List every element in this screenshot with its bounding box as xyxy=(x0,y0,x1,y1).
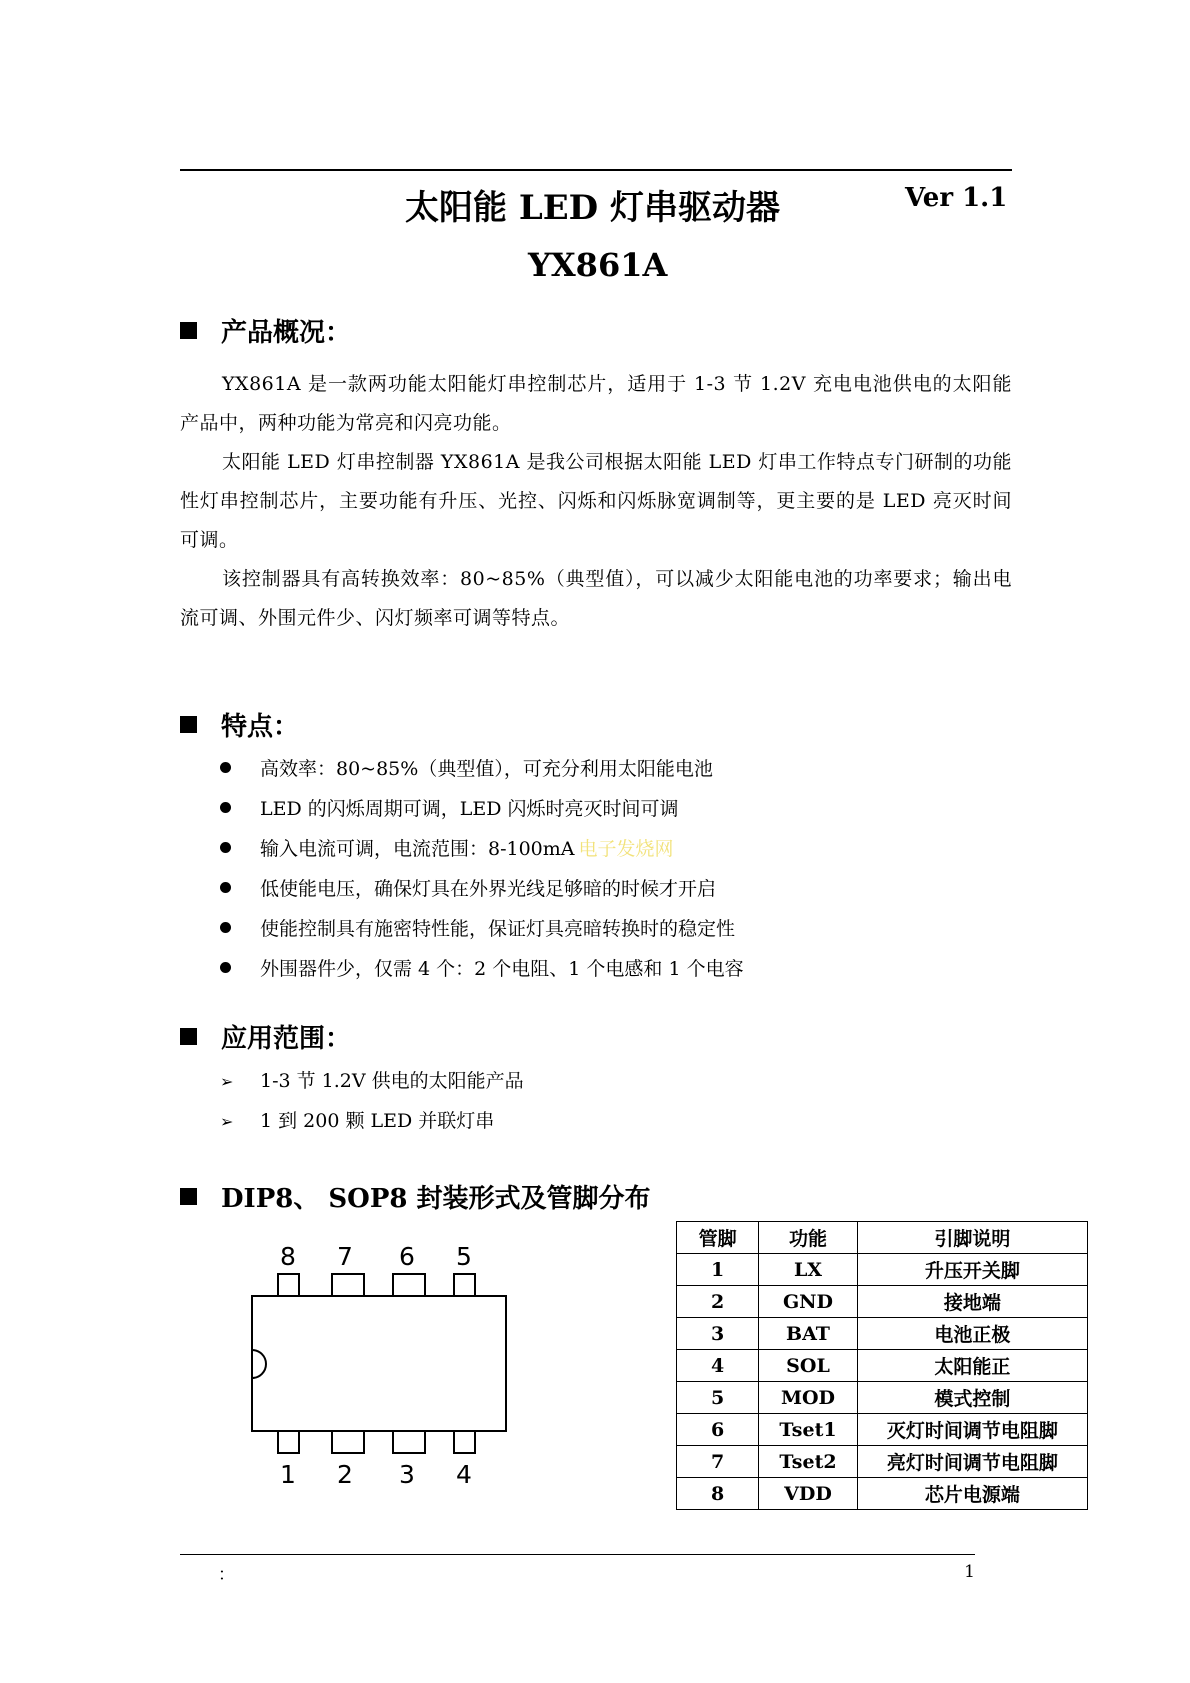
table-row xyxy=(677,1382,1088,1414)
arrow-bullet-icon: ➢ xyxy=(220,1072,234,1091)
table-row xyxy=(677,1414,1088,1446)
pin-table xyxy=(676,1221,1088,1510)
header-description: 引脚说明 xyxy=(857,1222,1087,1254)
table-header-row xyxy=(677,1222,1088,1254)
page-number: 1 xyxy=(964,1562,975,1582)
feature-item: 高效率：80~85%（典型值），可充分利用太阳能电池 xyxy=(220,754,713,781)
dip8-package-diagram xyxy=(240,1230,540,1495)
pin-description: 升压开关脚 xyxy=(857,1254,1087,1286)
pin-pad xyxy=(454,1274,475,1296)
overview-heading: 产品概况： xyxy=(180,312,351,349)
feature-item: 外围器件少，仅需 4 个：2 个电阻、1 个电感和 1 个电容 xyxy=(220,954,744,981)
header-function: 功能 xyxy=(759,1222,858,1254)
pin-pad xyxy=(332,1431,364,1453)
square-bullet-icon xyxy=(180,322,197,339)
pin-function: LX xyxy=(759,1254,858,1286)
pin-number: 5 xyxy=(677,1382,759,1414)
dot-bullet-icon xyxy=(220,882,231,893)
pin-pad xyxy=(332,1274,364,1296)
table-row xyxy=(677,1318,1088,1350)
pin-label: 6 xyxy=(399,1242,415,1271)
dot-bullet-icon xyxy=(220,962,231,973)
application-item: ➢ 1 到 200 颗 LED 并联灯串 xyxy=(220,1110,495,1132)
pin-label: 8 xyxy=(280,1242,296,1271)
pin-label: 2 xyxy=(337,1460,353,1489)
pin-description: 电池正极 xyxy=(857,1318,1087,1350)
feature-item: 使能控制具有施密特性能，保证灯具亮暗转换时的稳定性 xyxy=(220,914,735,941)
feature-item: 低使能电压，确保灯具在外界光线足够暗的时候才开启 xyxy=(220,874,716,901)
dot-bullet-icon xyxy=(220,802,231,813)
footer-mark: ： xyxy=(218,1565,235,1585)
pin-label: 1 xyxy=(280,1460,296,1489)
table-row xyxy=(677,1286,1088,1318)
pin-pad xyxy=(278,1274,299,1296)
table-row xyxy=(677,1446,1088,1478)
overview-paragraph-2: 太阳能 LED 灯串控制器 YX861A 是我公司根据太阳能 LED 灯串工作特点专门研制的功能性灯串控制芯片，主要功能有升压、光控、闪烁和闪烁脉宽调制等，更主要的是 LED 亮灭时间可调。 xyxy=(180,451,1012,551)
pin-function: Tset2 xyxy=(759,1446,858,1478)
pin-description: 灭灯时间调节电阻脚 xyxy=(857,1414,1087,1446)
overview-paragraph-3: 该控制器具有高转换效率：80~85%（典型值），可以减少太阳能电池的功率要求；输出电流可调、外围元件少、闪灯频率可调等特点。 xyxy=(180,568,1012,629)
features-heading: 特点： xyxy=(180,706,299,743)
chip-body xyxy=(252,1296,506,1431)
pin-description: 接地端 xyxy=(857,1286,1087,1318)
dot-bullet-icon xyxy=(220,762,231,773)
pin-number: 7 xyxy=(677,1446,759,1478)
table-row xyxy=(677,1478,1088,1510)
overview-paragraph-1: YX861A 是一款两功能太阳能灯串控制芯片，适用于 1-3 节 1.2V 充电电池供电的太阳能产品中，两种功能为常亮和闪亮功能。 xyxy=(180,373,1012,434)
watermark: 电子发烧网 xyxy=(578,838,674,860)
pin-function: VDD xyxy=(759,1478,858,1510)
feature-item: LED 的闪烁周期可调，LED 闪烁时亮灭时间可调 xyxy=(220,794,679,821)
pin-description: 芯片电源端 xyxy=(857,1478,1087,1510)
pin-label: 4 xyxy=(456,1460,472,1489)
header-pin: 管脚 xyxy=(677,1222,759,1254)
pin-description: 太阳能正 xyxy=(857,1350,1087,1382)
version-label: Ver 1.1 xyxy=(905,183,1008,213)
pin-number: 8 xyxy=(677,1478,759,1510)
pin-number: 3 xyxy=(677,1318,759,1350)
pin-function: Tset1 xyxy=(759,1414,858,1446)
pin-pad xyxy=(393,1431,425,1453)
pin-pad xyxy=(454,1431,475,1453)
pin-label: 3 xyxy=(399,1460,415,1489)
table-row xyxy=(677,1350,1088,1382)
pin-label: 7 xyxy=(337,1242,353,1271)
model-number: YX861A xyxy=(528,246,668,284)
document-title: 太阳能 LED 灯串驱动器 xyxy=(405,188,780,228)
pin-pad xyxy=(393,1274,425,1296)
arrow-bullet-icon: ➢ xyxy=(220,1112,234,1131)
table-row xyxy=(677,1254,1088,1286)
dot-bullet-icon xyxy=(220,922,231,933)
pin-number: 2 xyxy=(677,1286,759,1318)
package-heading: DIP8、 SOP8 封装形式及管脚分布 xyxy=(180,1178,651,1215)
square-bullet-icon xyxy=(180,716,197,733)
header-rule xyxy=(180,169,1012,171)
pin-label: 5 xyxy=(456,1242,472,1271)
pin-number: 4 xyxy=(677,1350,759,1382)
footer-rule xyxy=(180,1554,975,1555)
pin-number: 6 xyxy=(677,1414,759,1446)
square-bullet-icon xyxy=(180,1028,197,1045)
dot-bullet-icon xyxy=(220,842,231,853)
applications-heading: 应用范围： xyxy=(180,1018,351,1055)
pin-function: SOL xyxy=(759,1350,858,1382)
pin-pad xyxy=(278,1431,299,1453)
pin-function: MOD xyxy=(759,1382,858,1414)
pin-number: 1 xyxy=(677,1254,759,1286)
pin-function: BAT xyxy=(759,1318,858,1350)
pin-function: GND xyxy=(759,1286,858,1318)
application-item: ➢ 1-3 节 1.2V 供电的太阳能产品 xyxy=(220,1070,524,1092)
pin-description: 模式控制 xyxy=(857,1382,1087,1414)
feature-item: 输入电流可调，电流范围：8-100mA 电子发烧网 xyxy=(220,834,674,861)
square-bullet-icon xyxy=(180,1188,197,1205)
pin-description: 亮灯时间调节电阻脚 xyxy=(857,1446,1087,1478)
